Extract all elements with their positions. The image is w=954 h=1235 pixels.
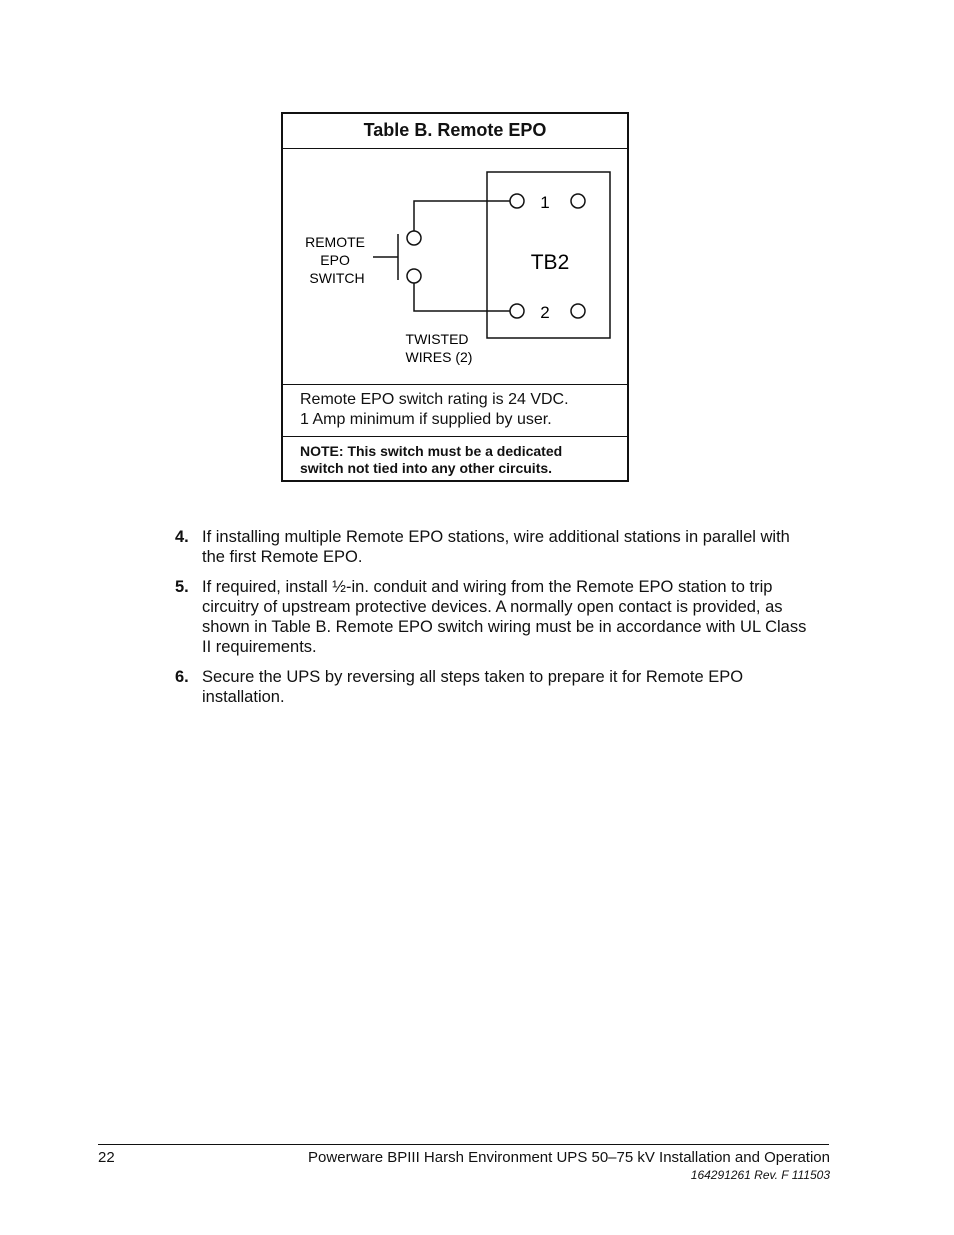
procedure-steps xyxy=(175,527,815,717)
rating-line: Remote EPO switch rating is 24 VDC. xyxy=(300,391,569,408)
step-number: 4. xyxy=(175,528,189,546)
terminal-1-label: 1 xyxy=(540,193,550,212)
step-number: 6. xyxy=(175,668,189,686)
document-title: Powerware BPIII Harsh Environment UPS 50–75 kV Installation and Operation xyxy=(308,1149,830,1166)
terminal-2-right xyxy=(571,304,585,318)
note-line: switch not tied into any other circuits. xyxy=(300,460,553,476)
terminal-1-left xyxy=(510,194,524,208)
remote-epo-table xyxy=(281,112,629,482)
footer-divider xyxy=(98,1144,829,1145)
terminal-2-left xyxy=(510,304,524,318)
wiring-diagram xyxy=(283,149,627,385)
rating-line: 1 Amp minimum if supplied by user. xyxy=(300,411,552,428)
step-4 xyxy=(175,527,815,567)
note-line: NOTE: This switch must be a dedicated xyxy=(300,443,563,459)
switch-contact-top xyxy=(407,231,421,245)
switch-contact-bottom xyxy=(407,269,421,283)
twisted-wires-label: TWISTED WIRES (2) xyxy=(405,331,473,365)
terminal-1-right xyxy=(571,194,585,208)
terminal-block-label: TB2 xyxy=(530,251,570,274)
switch-rating xyxy=(283,385,627,437)
step-text: Secure the UPS by reversing all steps taken to prepare it for Remote EPO installation. xyxy=(202,668,744,706)
terminal-2-label: 2 xyxy=(540,303,550,322)
wire-top xyxy=(414,201,510,231)
step-text: If installing multiple Remote EPO stations, wire additional stations in parallel with the first Remote EPO. xyxy=(202,528,790,566)
wiring-diagram-svg xyxy=(283,149,627,385)
step-5 xyxy=(175,577,815,657)
step-text: If required, install ½-in. conduit and wiring from the Remote EPO station to trip circuitry of upstream protective devices. A normally open contact is provided, as shown in Table B. Remote EPO switch wiring must be in accordance with UL Class II requirements. xyxy=(202,578,807,656)
step-number: 5. xyxy=(175,578,189,596)
document-revision: 164291261 Rev. F 111503 xyxy=(690,1168,830,1182)
wire-bottom xyxy=(414,283,510,311)
table-note xyxy=(283,437,627,477)
table-title: Table B. Remote EPO xyxy=(283,114,627,149)
step-6 xyxy=(175,667,815,707)
page-number: 22 xyxy=(98,1149,115,1166)
remote-epo-switch-label: REMOTE EPO SWITCH xyxy=(305,234,365,286)
